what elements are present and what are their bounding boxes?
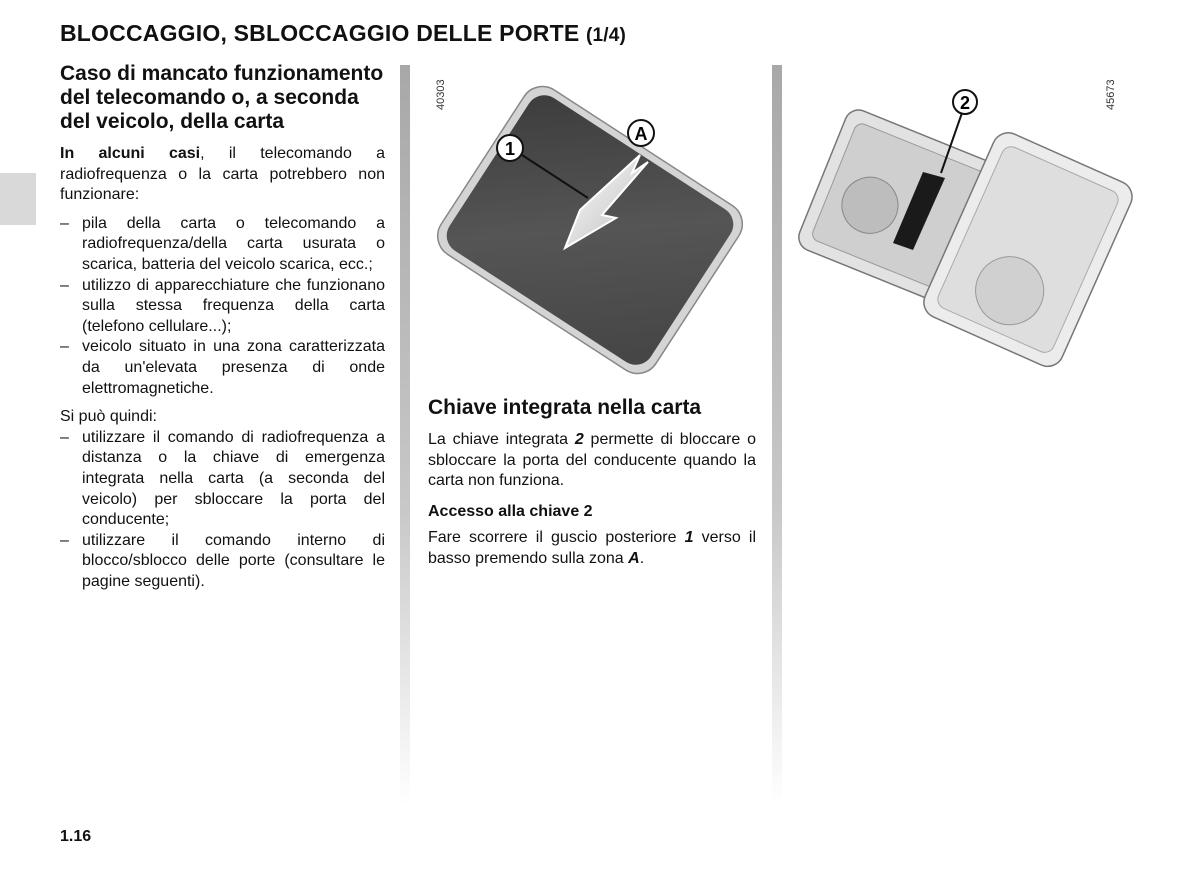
chapter-tab bbox=[0, 173, 36, 225]
actions-list bbox=[60, 428, 385, 593]
open-card-illustration bbox=[795, 80, 1135, 380]
paragraph: Fare scorrere il guscio posteriore 1 verso il basso premendo sulla zona A. bbox=[428, 529, 757, 567]
callout-1: 1 bbox=[504, 139, 516, 159]
list-item: – utilizzare il comando di radiofrequenza a distanza o la chiave di emergenza integrata nella carta (a seconda del veicolo) per sbloccare la porta del conducente; bbox=[60, 428, 385, 531]
subheading: Accesso alla chiave 2 bbox=[428, 502, 593, 520]
paragraph: La chiave integrata 2 permette di bloccare o sbloccare la porta del conducente quando la carta non funziona. bbox=[428, 431, 757, 490]
figure-ref: 40303 bbox=[435, 79, 447, 110]
page-title: BLOCCAGGIO, SBLOCCAGGIO DELLE PORTE (1/4) bbox=[60, 20, 627, 46]
left-column bbox=[60, 62, 385, 600]
callout-2: 2 bbox=[959, 93, 971, 113]
column-divider bbox=[772, 65, 782, 805]
page-indicator: (1/4) bbox=[586, 25, 627, 46]
intro-paragraph: In alcuni casi, il telecomando a radiofrequenza o la carta potrebbero non funzionare: bbox=[60, 145, 386, 204]
middle-column bbox=[428, 396, 756, 578]
section-heading: Chiave integrata nella carta bbox=[428, 396, 702, 419]
column-divider bbox=[400, 65, 410, 805]
list-item: – pila della carta o telecomando a radiofrequenza/della carta usurata o scarica, batteria del veicolo scarica, ecc.; bbox=[60, 214, 385, 276]
list-item: – veicolo situato in una zona caratterizzata da un'elevata presenza di onde elettromagnetiche. bbox=[60, 337, 385, 399]
list-item: – utilizzo di apparecchiature che funzionano sulla stessa frequenza della carta (telefono cellulare...); bbox=[60, 276, 385, 338]
callout-A: A bbox=[634, 124, 648, 144]
section-heading: Caso di mancato funzionamento del telecomando o, a seconda del veicolo, della carta bbox=[60, 62, 384, 133]
paragraph: Si può quindi: bbox=[60, 408, 157, 426]
list-item: – utilizzare il comando interno di blocco/sblocco delle porte (consultare le pagine seguenti). bbox=[60, 531, 385, 593]
causes-list bbox=[60, 214, 385, 399]
page-number: 1.16 bbox=[60, 828, 92, 845]
figure-ref: 45673 bbox=[1105, 79, 1117, 110]
card-illustration bbox=[420, 70, 760, 390]
